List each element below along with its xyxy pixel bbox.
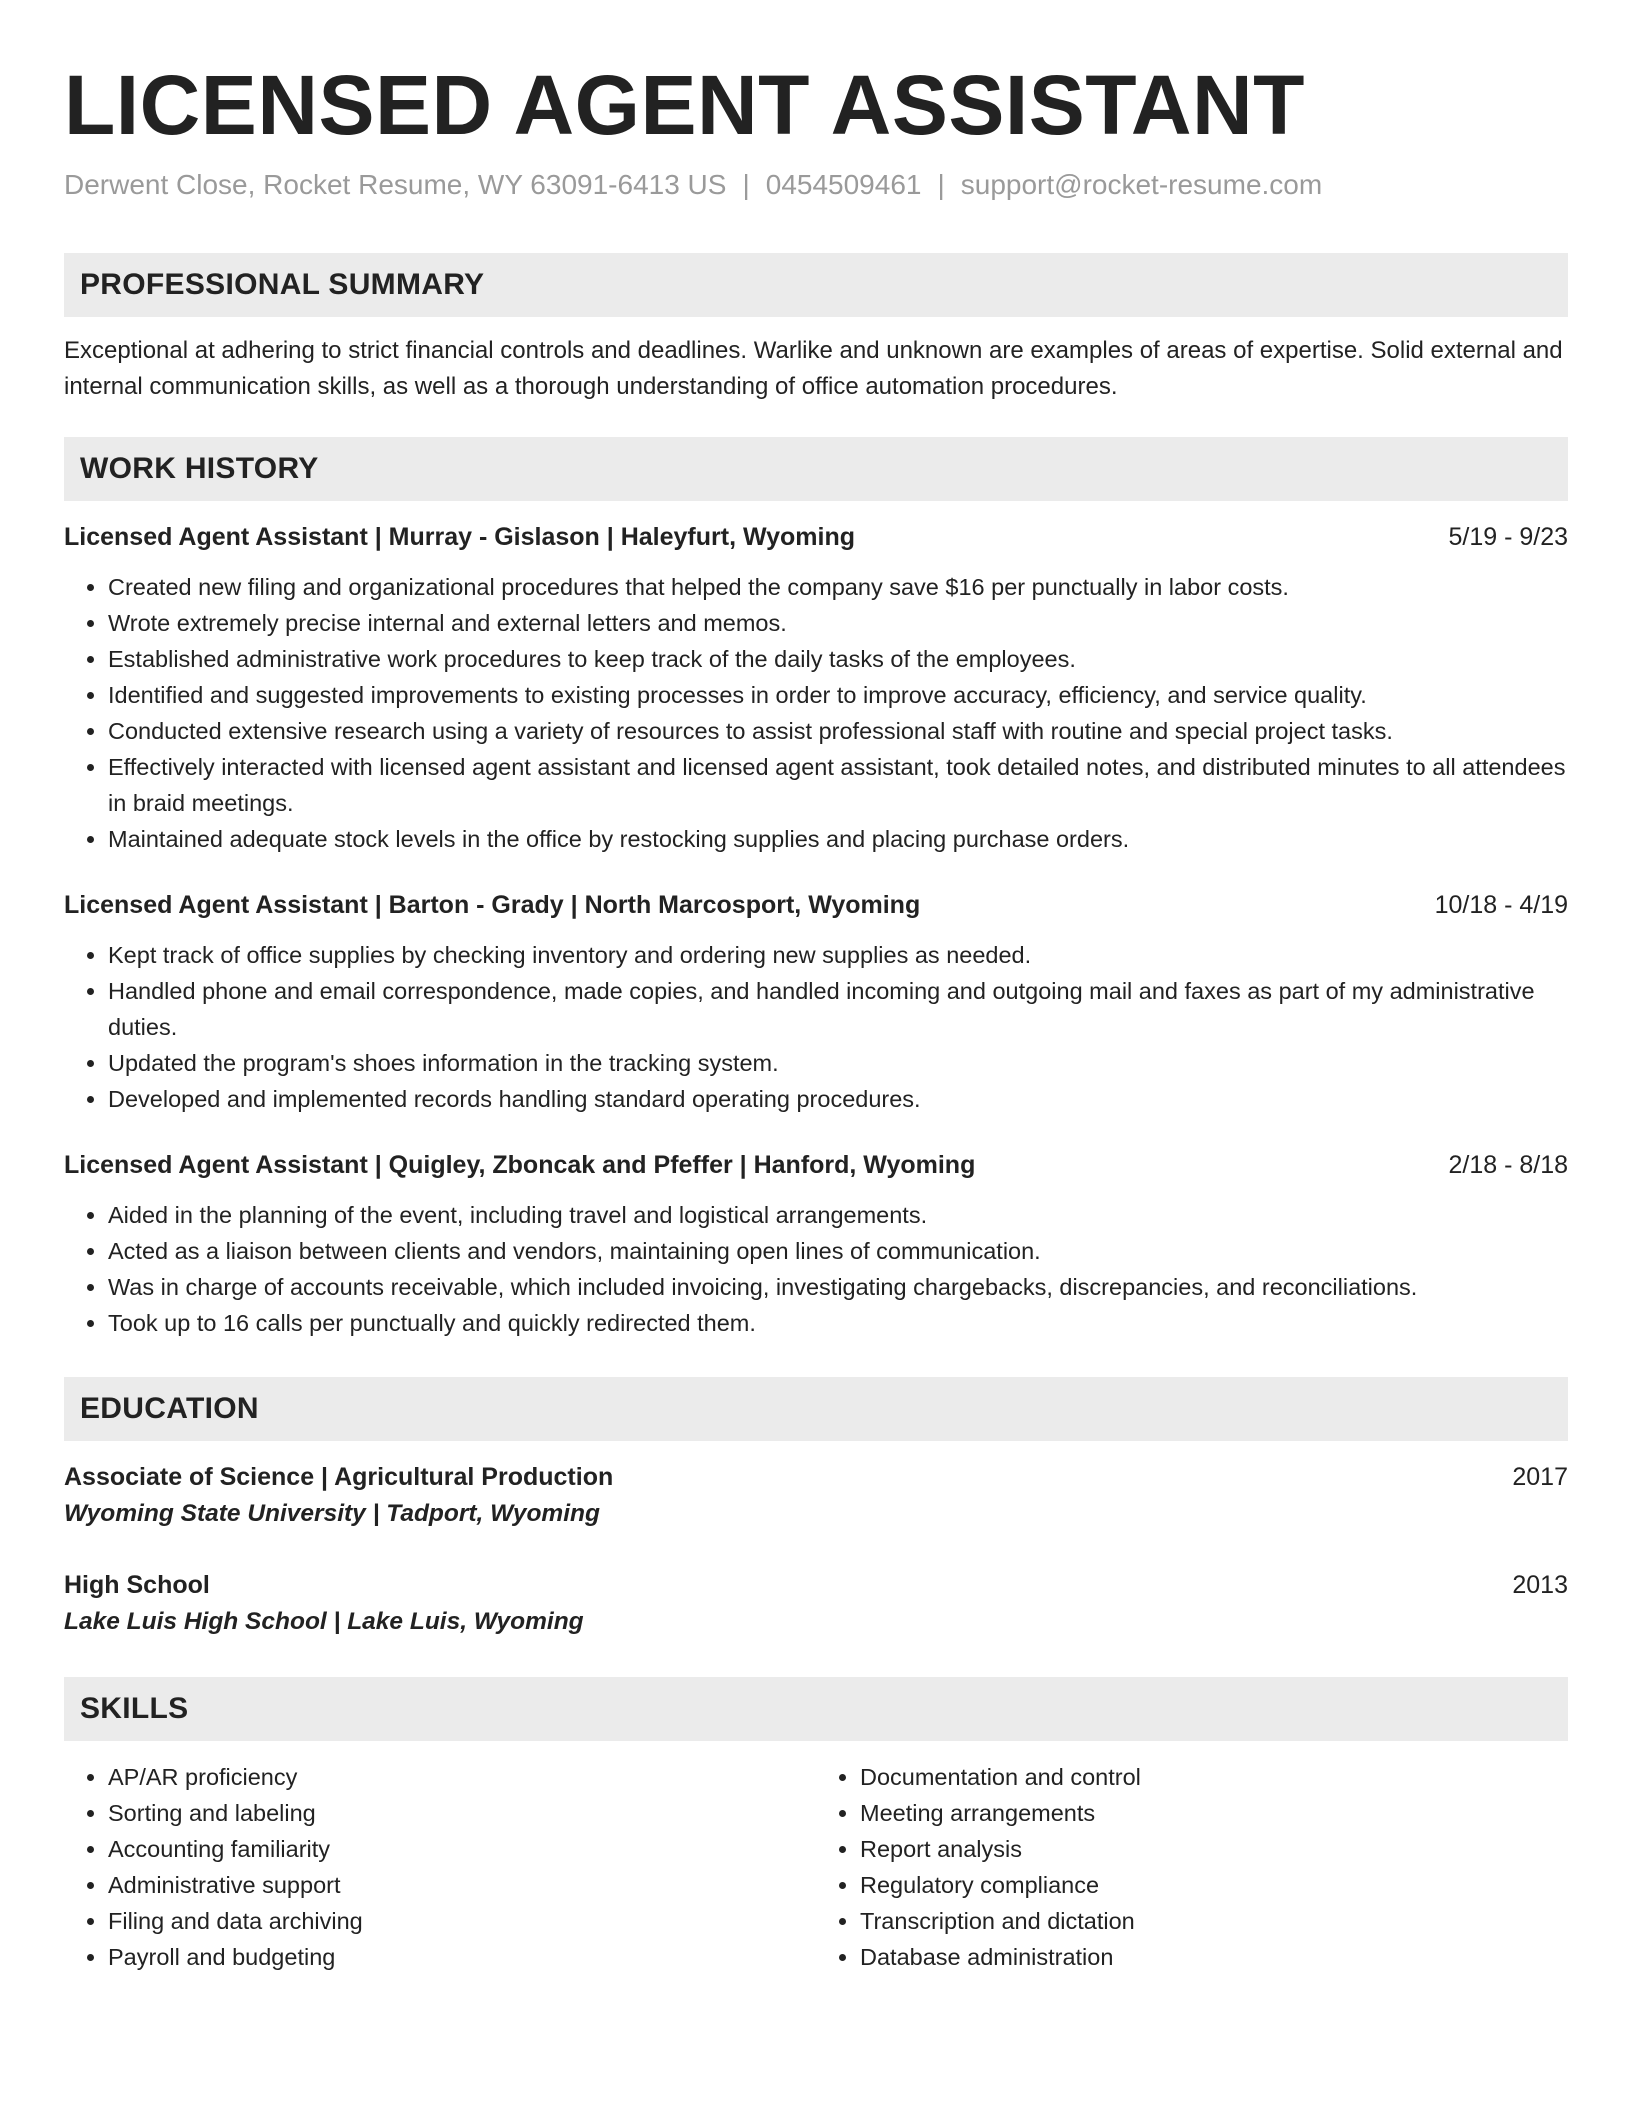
skills-right-column xyxy=(816,1759,1568,1975)
education-entry xyxy=(64,1567,1568,1641)
skill-item: • Accounting familiarity xyxy=(108,1831,816,1867)
summary-heading: PROFESSIONAL SUMMARY xyxy=(64,253,1568,317)
job-bullet: • Developed and implemented records handling standard operating procedures. xyxy=(108,1081,1568,1117)
job-bullet: • Acted as a liaison between clients and vendors, maintaining open lines of communication. xyxy=(108,1233,1568,1269)
job-entry xyxy=(64,887,1568,1117)
skill-item: • Meeting arrangements xyxy=(860,1795,1568,1831)
contact-line xyxy=(64,167,1568,203)
education-year: 2017 xyxy=(1512,1463,1568,1491)
job-entry xyxy=(64,1147,1568,1341)
education-school: Lake Luis High School | Lake Luis, Wyoming xyxy=(64,1608,584,1635)
skills-columns xyxy=(64,1759,1568,1975)
skill-item: • Payroll and budgeting xyxy=(108,1939,816,1975)
education-entry xyxy=(64,1459,1568,1533)
job-bullet: • Was in charge of accounts receivable, which included invoicing, investigating chargebacks, discrepancies, and reconciliations. xyxy=(108,1269,1568,1305)
summary-text: Exceptional at adhering to strict financial controls and deadlines. Warlike and unknown are examples of areas of expertise. Solid external and internal communication skills, as well as a thorough understanding of office automation procedures. xyxy=(64,337,1563,400)
job-bullet: • Effectively interacted with licensed agent assistant and licensed agent assistant, took detailed notes, and distributed minutes to all attendees in braid meetings. xyxy=(108,749,1568,821)
education-header xyxy=(64,1459,1568,1495)
work-history-heading: WORK HISTORY xyxy=(64,437,1568,501)
contact-phone: 0454509461 xyxy=(765,169,922,200)
contact-address: Derwent Close, Rocket Resume, WY 63091-6413 US xyxy=(64,169,727,200)
job-header xyxy=(64,1147,1568,1183)
job-bullets xyxy=(64,569,1568,857)
skill-item: • Documentation and control xyxy=(860,1759,1568,1795)
job-bullet: • Handled phone and email correspondence, made copies, and handled incoming and outgoing mail and faxes as part of my administrative duties. xyxy=(108,973,1568,1045)
skill-item: • AP/AR proficiency xyxy=(108,1759,816,1795)
education-heading: EDUCATION xyxy=(64,1377,1568,1441)
education-year: 2013 xyxy=(1512,1571,1568,1599)
education-section xyxy=(64,1377,1568,1641)
skills-left-column xyxy=(64,1759,816,1975)
education-school: Wyoming State University | Tadport, Wyoming xyxy=(64,1500,600,1527)
job-bullet: • Identified and suggested improvements to existing processes in order to improve accuracy, efficiency, and service quality. xyxy=(108,677,1568,713)
skill-item: • Database administration xyxy=(860,1939,1568,1975)
job-entry xyxy=(64,519,1568,857)
job-bullets xyxy=(64,1197,1568,1341)
job-bullets xyxy=(64,937,1568,1117)
candidate-name: LICENSED AGENT ASSISTANT xyxy=(64,58,1305,152)
skill-item: • Filing and data archiving xyxy=(108,1903,816,1939)
contact-email: support@rocket-resume.com xyxy=(960,169,1323,200)
job-bullet: • Conducted extensive research using a variety of resources to assist professional staff with routine and special project tasks. xyxy=(108,713,1568,749)
education-header xyxy=(64,1567,1568,1603)
education-degree: Associate of Science | Agricultural Production xyxy=(64,1463,614,1491)
education-degree: High School xyxy=(64,1571,210,1599)
contact-separator: | xyxy=(742,169,750,200)
skill-item: • Transcription and dictation xyxy=(860,1903,1568,1939)
skill-item: • Administrative support xyxy=(108,1867,816,1903)
job-bullet: • Aided in the planning of the event, including travel and logistical arrangements. xyxy=(108,1197,1568,1233)
contact-separator: | xyxy=(937,169,945,200)
job-dates: 5/19 - 9/23 xyxy=(1448,523,1568,551)
job-header xyxy=(64,887,1568,923)
skill-item: • Regulatory compliance xyxy=(860,1867,1568,1903)
work-history-section xyxy=(64,437,1568,1341)
job-bullet: • Kept track of office supplies by checking inventory and ordering new supplies as needed. xyxy=(108,937,1568,973)
skills-heading: SKILLS xyxy=(64,1677,1568,1741)
skill-item: • Sorting and labeling xyxy=(108,1795,816,1831)
job-dates: 10/18 - 4/19 xyxy=(1434,891,1568,919)
job-bullet: • Maintained adequate stock levels in the office by restocking supplies and placing purchase orders. xyxy=(108,821,1568,857)
job-header xyxy=(64,519,1568,555)
job-bullet: • Established administrative work procedures to keep track of the daily tasks of the employees. xyxy=(108,641,1568,677)
job-bullet: • Took up to 16 calls per punctually and quickly redirected them. xyxy=(108,1305,1568,1341)
job-dates: 2/18 - 8/18 xyxy=(1448,1151,1568,1179)
job-bullet: • Updated the program's shoes information in the tracking system. xyxy=(108,1045,1568,1081)
job-bullet: • Wrote extremely precise internal and external letters and memos. xyxy=(108,605,1568,641)
job-bullet: • Created new filing and organizational procedures that helped the company save $16 per punctually in labor costs. xyxy=(108,569,1568,605)
summary-section xyxy=(64,253,1568,405)
skills-section xyxy=(64,1677,1568,1975)
job-title: Licensed Agent Assistant | Barton - Grady | North Marcosport, Wyoming xyxy=(64,891,921,919)
skill-item: • Report analysis xyxy=(860,1831,1568,1867)
job-title: Licensed Agent Assistant | Murray - Gislason | Haleyfurt, Wyoming xyxy=(64,523,856,551)
job-title: Licensed Agent Assistant | Quigley, Zboncak and Pfeffer | Hanford, Wyoming xyxy=(64,1151,976,1179)
